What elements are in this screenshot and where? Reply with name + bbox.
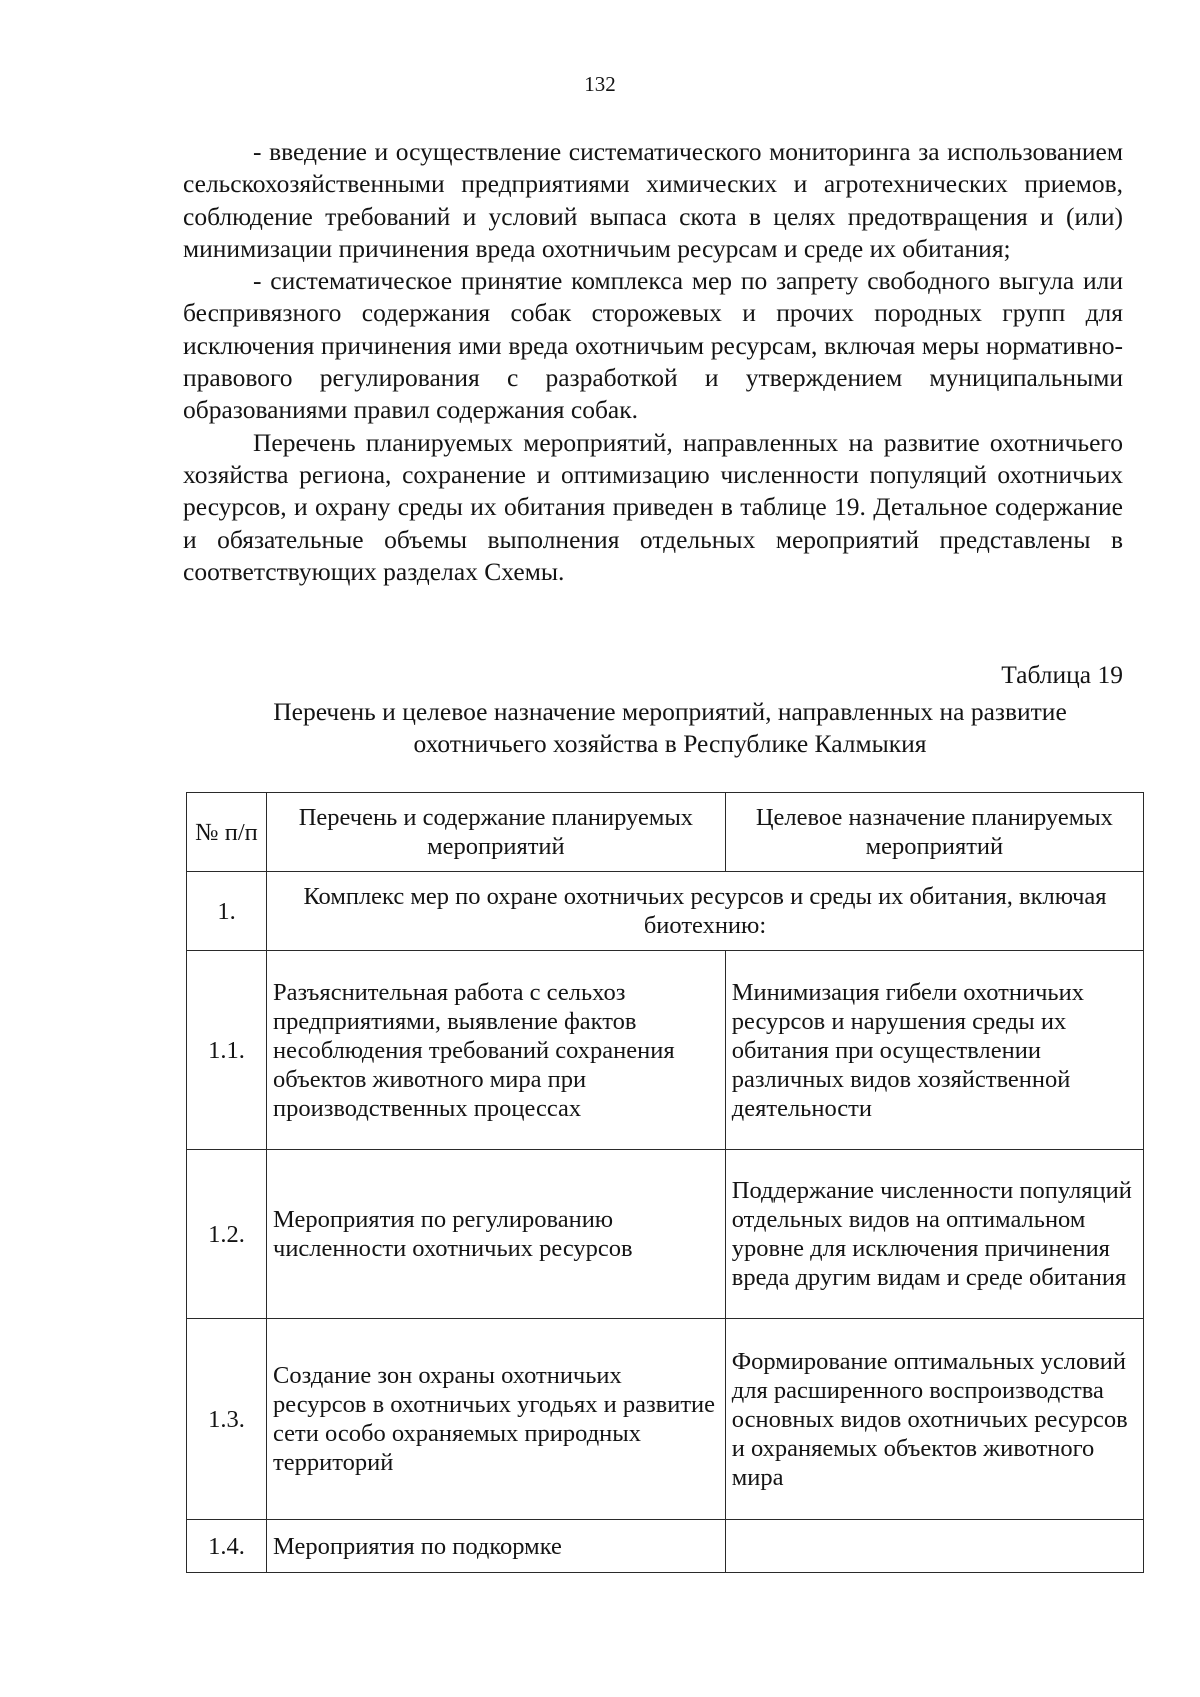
table-row xyxy=(187,1319,1144,1520)
table-title-line-1: Перечень и целевое назначение мероприятий, направленных на развитие xyxy=(273,697,1067,726)
table-section-row xyxy=(187,872,1144,951)
row-list: Мероприятия по регулированию численности охотничьих ресурсов xyxy=(267,1150,726,1319)
section-num: 1. xyxy=(187,872,267,951)
row-list: Создание зон охраны охотничьих ресурсов в охотничьих угодьях и развитие сети особо охраняемых природных территорий xyxy=(267,1319,726,1520)
row-goal: Формирование оптимальных условий для расширенного воспроизводства основных видов охотничьих ресурсов и охраняемых объектов животного мира xyxy=(725,1319,1143,1520)
header-goal: Целевое назначение планируемых мероприятий xyxy=(725,793,1143,872)
table-title xyxy=(200,696,1140,760)
row-goal: Минимизация гибели охотничьих ресурсов и нарушения среды их обитания при осуществлении различных видов хозяйственной деятельности xyxy=(725,951,1143,1150)
row-num: 1.3. xyxy=(187,1319,267,1520)
table-row xyxy=(187,951,1144,1150)
table-label: Таблица 19 xyxy=(1001,660,1123,689)
header-list: Перечень и содержание планируемых мероприятий xyxy=(267,793,726,872)
row-goal: Поддержание численности популяций отдельных видов на оптимальном уровне для исключения причинения вреда другим видам и среде обитания xyxy=(725,1150,1143,1319)
table-row xyxy=(187,1150,1144,1319)
header-num: № п/п xyxy=(187,793,267,872)
paragraph-monitoring: - введение и осуществление систематического мониторинга за использованием сельскохозяйственными предприятиями химических и агротехнических приемов, соблюдение требований и условий выпаса скота в целях предотвращения и (или) минимизации причинения вреда охотничьим ресурсам и среде их обитания; xyxy=(183,137,1123,263)
row-list: Разъяснительная работа с сельхоз предприятиями, выявление фактов несоблюдения требований сохранения объектов животного мира при производственных процессах xyxy=(267,951,726,1150)
row-goal xyxy=(725,1520,1143,1573)
body-text xyxy=(183,136,1123,588)
table-row xyxy=(187,1520,1144,1573)
row-num: 1.2. xyxy=(187,1150,267,1319)
table-header-row xyxy=(187,793,1144,872)
paragraph-measures-list: Перечень планируемых мероприятий, направленных на развитие охотничьего хозяйства региона, сохранение и оптимизацию численности популяций охотничьих ресурсов, и охрану среды их обитания приведен в таблице 19. Детальное содержание и обязательные объемы выполнения отдельных мероприятий представлены в соответствующих разделах Схемы. xyxy=(183,427,1123,586)
paragraph-dogs: - систематическое принятие комплекса мер по запрету свободного выгула или беспривязного содержания собак сторожевых и прочих породных групп для исключения причинения ими вреда охотничьим ресурсам, включая меры нормативно-правового регулирования с разработкой и утверждением муниципальными образованиями правил содержания собак. xyxy=(183,266,1123,425)
row-num: 1.4. xyxy=(187,1520,267,1573)
table-title-line-2: охотничьего хозяйства в Республике Калмыкия xyxy=(413,729,927,758)
measures-table xyxy=(186,792,1144,1573)
page-number: 132 xyxy=(584,72,616,96)
row-list: Мероприятия по подкормке xyxy=(267,1520,726,1573)
section-text: Комплекс мер по охране охотничьих ресурсов и среды их обитания, включая биотехнию: xyxy=(267,872,1144,951)
row-num: 1.1. xyxy=(187,951,267,1150)
